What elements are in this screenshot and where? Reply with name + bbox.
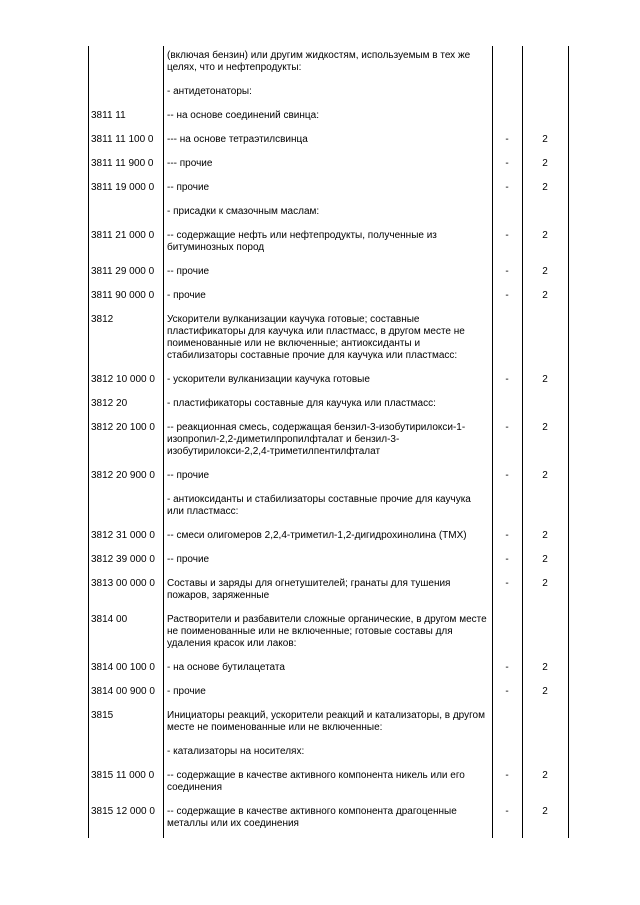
rate-cell (522, 394, 568, 418)
unit-cell (492, 106, 522, 130)
unit-cell (492, 706, 522, 742)
code-cell (88, 82, 163, 106)
unit-cell (492, 490, 522, 526)
rate-cell: 2 (542, 158, 548, 169)
rate-cell: 2 (542, 182, 548, 193)
description-cell: - присадки к смазочным маслам: (167, 206, 320, 217)
description-cell: - на основе бутилацетата (167, 662, 285, 673)
rate-cell: 2 (542, 770, 548, 781)
code-cell: 3811 11 (91, 110, 126, 121)
unit-cell: - (505, 554, 509, 565)
code-cell: 3812 10 000 0 (91, 374, 155, 385)
unit-cell (492, 394, 522, 418)
rate-cell: 2 (542, 290, 548, 301)
rate-cell (522, 310, 568, 370)
description-cell: -- содержащие в качестве активного компонента никель или его соединения (167, 770, 465, 793)
table-row (88, 610, 568, 658)
tariff-table (88, 46, 568, 838)
rate-cell (522, 742, 568, 766)
code-cell: 3811 11 100 0 (91, 134, 154, 145)
code-cell: 3814 00 (91, 614, 128, 625)
code-cell: 3812 (91, 314, 114, 325)
description-cell: Растворители и разбавители сложные органические, в другом месте не поименованные или не включенные; готовые составы для удаления красок или лаков: (167, 614, 487, 649)
code-cell: 3811 19 000 0 (91, 182, 155, 193)
rate-cell: 2 (542, 230, 548, 241)
table-row (88, 658, 568, 682)
table-row (88, 130, 568, 154)
unit-cell: - (505, 230, 509, 241)
rate-cell (522, 490, 568, 526)
description-cell: - ускорители вулканизации каучука готовые (167, 374, 370, 385)
table-row (88, 370, 568, 394)
table-row (88, 286, 568, 310)
table-row (88, 262, 568, 286)
unit-cell: - (505, 770, 509, 781)
rate-cell (522, 106, 568, 130)
code-cell (88, 742, 163, 766)
table-row (88, 466, 568, 490)
code-cell: 3812 39 000 0 (91, 554, 155, 565)
code-cell (88, 202, 163, 226)
table-row (88, 766, 568, 802)
description-cell: --- прочие (167, 158, 213, 169)
rate-cell (522, 46, 568, 82)
description-cell: - прочие (167, 686, 206, 697)
description-cell: -- прочие (167, 554, 210, 565)
code-cell: 3815 12 000 0 (91, 806, 155, 817)
code-cell: 3815 (91, 710, 114, 721)
rate-cell: 2 (542, 530, 548, 541)
code-cell: 3814 00 900 0 (91, 686, 155, 697)
unit-cell: - (505, 470, 509, 481)
table-row (88, 226, 568, 262)
description-cell: -- прочие (167, 470, 210, 481)
rate-cell: 2 (542, 806, 548, 817)
column-rule-right (568, 46, 569, 838)
table-row (88, 574, 568, 610)
unit-cell: - (505, 686, 509, 697)
description-cell: - антидетонаторы: (167, 86, 252, 97)
rate-cell: 2 (542, 470, 548, 481)
unit-cell: - (505, 578, 509, 589)
code-cell (88, 490, 163, 526)
code-cell: 3811 29 000 0 (91, 266, 155, 277)
rate-cell: 2 (542, 266, 548, 277)
unit-cell: - (505, 134, 509, 145)
unit-cell: - (505, 662, 509, 673)
unit-cell (492, 610, 522, 658)
rate-cell: 2 (542, 686, 548, 697)
rate-cell: 2 (542, 578, 548, 589)
table-row (88, 706, 568, 742)
description-cell: --- на основе тетраэтилсвинца (167, 134, 308, 145)
code-cell: 3812 31 000 0 (91, 530, 155, 541)
table-row (88, 46, 568, 82)
unit-cell: - (505, 266, 509, 277)
code-cell: 3812 20 100 0 (91, 422, 155, 433)
description-cell: Составы и заряды для огнетушителей; гранаты для тушения пожаров, заряженные (167, 578, 451, 601)
unit-cell: - (505, 806, 509, 817)
unit-cell: - (505, 158, 509, 169)
unit-cell: - (505, 182, 509, 193)
table-row (88, 550, 568, 574)
unit-cell: - (505, 422, 509, 433)
rate-cell: 2 (542, 374, 548, 385)
description-cell: -- прочие (167, 182, 210, 193)
unit-cell (492, 82, 522, 106)
table-row (88, 202, 568, 226)
description-cell: Инициаторы реакций, ускорители реакций и катализаторы, в другом месте не поименованные или не включенные: (167, 710, 485, 733)
code-cell: 3811 21 000 0 (91, 230, 155, 241)
table-row (88, 802, 568, 838)
table-row (88, 106, 568, 130)
code-cell: 3815 11 000 0 (91, 770, 155, 781)
table-row (88, 154, 568, 178)
table-row (88, 682, 568, 706)
table-row (88, 526, 568, 550)
description-cell: - антиоксиданты и стабилизаторы составные прочие для каучука или пластмасс: (167, 494, 471, 517)
code-cell (88, 46, 163, 82)
unit-cell (492, 742, 522, 766)
rate-cell (522, 202, 568, 226)
unit-cell: - (505, 290, 509, 301)
code-cell: 3812 20 900 0 (91, 470, 155, 481)
table-row (88, 742, 568, 766)
description-cell: -- смеси олигомеров 2,2,4-триметил-1,2-дигидрохинолина (ТМХ) (167, 530, 467, 541)
description-cell: -- прочие (167, 266, 210, 277)
unit-cell (492, 46, 522, 82)
description-cell: -- содержащие нефть или нефтепродукты, полученные из битуминозных пород (167, 230, 437, 253)
description-cell: - прочие (167, 290, 206, 301)
description-cell: Ускорители вулканизации каучука готовые; составные пластификаторы для каучука или пластмасс, в другом месте не поименованные или не включенные; антиоксиданты и стабилизаторы составные прочие для каучука или пластмасс: (167, 314, 465, 361)
rate-cell (522, 706, 568, 742)
rate-cell: 2 (542, 422, 548, 433)
unit-cell: - (505, 374, 509, 385)
description-cell: - катализаторы на носителях: (167, 746, 305, 757)
rate-cell: 2 (542, 662, 548, 673)
rate-cell: 2 (542, 554, 548, 565)
tariff-table-body (88, 46, 568, 838)
unit-cell (492, 202, 522, 226)
description-cell: -- содержащие в качестве активного компонента драгоценные металлы или их соединения (167, 806, 457, 829)
table-row (88, 310, 568, 370)
rate-cell: 2 (542, 134, 548, 145)
table-row (88, 394, 568, 418)
code-cell: 3812 20 (91, 398, 128, 409)
code-cell: 3813 00 000 0 (91, 578, 155, 589)
code-cell: 3814 00 100 0 (91, 662, 155, 673)
description-cell: -- на основе соединений свинца: (167, 110, 319, 121)
description-cell: (включая бензин) или другим жидкостям, используемым в тех же целях, что и нефтепродукты: (167, 50, 471, 73)
rate-cell (522, 610, 568, 658)
unit-cell (492, 310, 522, 370)
table-row (88, 490, 568, 526)
code-cell: 3811 90 000 0 (91, 290, 155, 301)
unit-cell: - (505, 530, 509, 541)
description-cell: -- реакционная смесь, содержащая бензил-3-изобутирилокси-1-изопропил-2,2-диметилпропилфталат и бензил-3-изобутирилокси-2,2,4-триметилпентилфталат (167, 422, 466, 457)
table-row (88, 82, 568, 106)
description-cell: - пластификаторы составные для каучука или пластмасс: (167, 398, 436, 409)
code-cell: 3811 11 900 0 (91, 158, 154, 169)
table-row (88, 178, 568, 202)
table-row (88, 418, 568, 466)
rate-cell (522, 82, 568, 106)
